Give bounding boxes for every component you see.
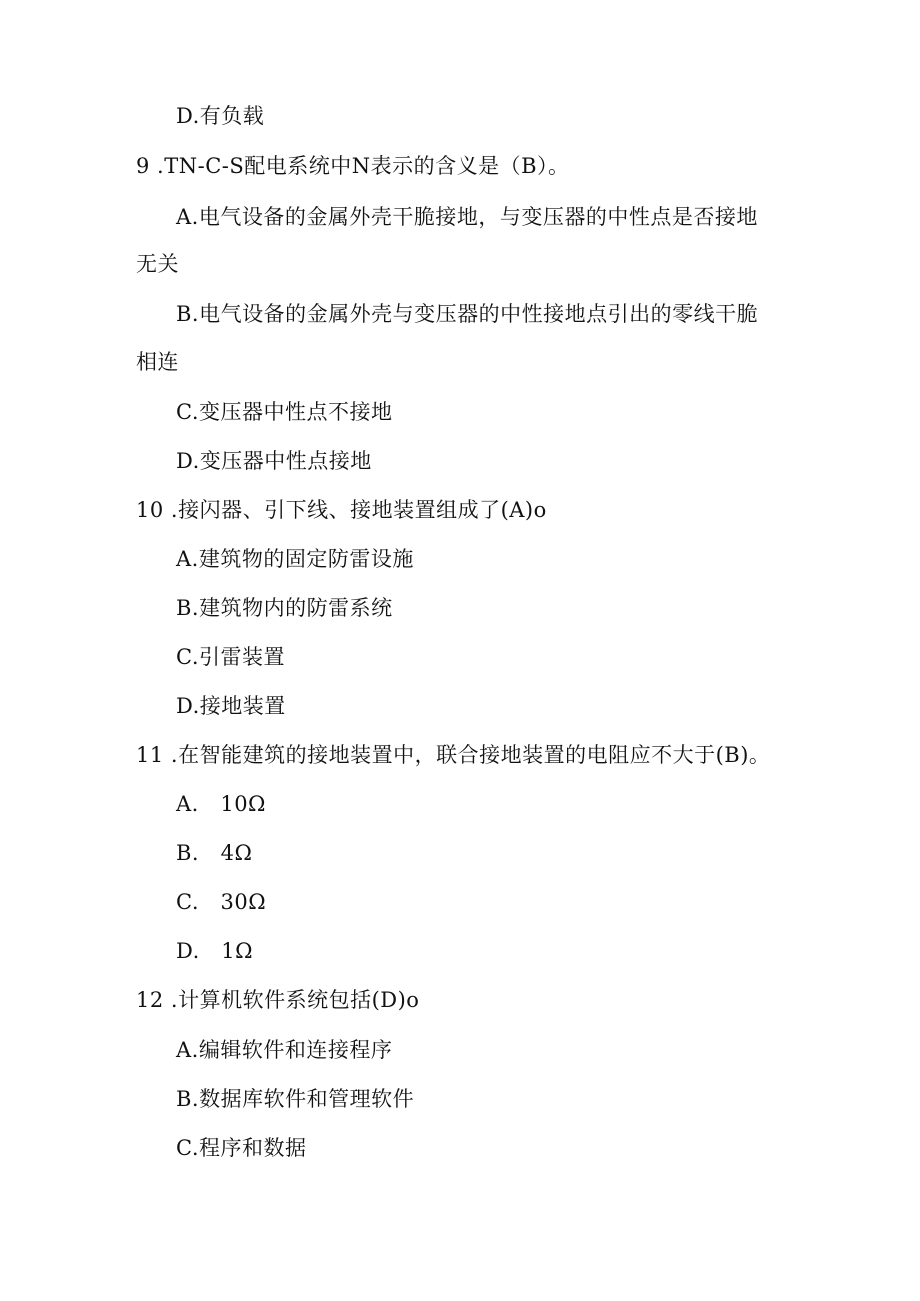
q10-option-c: C.引雷装置 xyxy=(176,645,285,669)
q11-option-a: A. 10Ω xyxy=(176,792,266,816)
q11-option-d: D. 1Ω xyxy=(176,939,254,963)
q11-option-b: B. 4Ω xyxy=(176,841,253,865)
q9-option-c: C.变压器中性点不接地 xyxy=(176,400,393,424)
q12-option-c: C.程序和数据 xyxy=(176,1136,307,1160)
q12-option-a: A.编辑软件和连接程序 xyxy=(176,1038,393,1062)
question-9: 9 .TN-C-S配电系统中N表示的含义是（B）。 xyxy=(136,154,570,178)
q12-option-b: B.数据库软件和管理软件 xyxy=(176,1087,415,1111)
q10-option-a: A.建筑物的固定防雷设施 xyxy=(176,547,414,571)
q10-option-b: B.建筑物内的防雷系统 xyxy=(176,596,393,620)
q8-option-d: D.有负载 xyxy=(176,104,265,128)
question-12: 12 .计算机软件系统包括(D)o xyxy=(136,988,420,1012)
question-11: 11 .在智能建筑的接地装置中，联合接地装置的电阻应不大于(B)。 xyxy=(136,743,771,767)
q9-option-b-cont: 相连 xyxy=(136,350,179,374)
q10-option-d: D.接地装置 xyxy=(176,694,286,718)
q11-option-c: C. 30Ω xyxy=(176,890,267,914)
q9-option-d: D.变压器中性点接地 xyxy=(176,449,372,473)
q9-option-a: A.电气设备的金属外壳干脆接地，与变压器的中性点是否接地 xyxy=(176,205,758,229)
question-10: 10 .接闪器、引下线、接地装置组成了(A)o xyxy=(136,498,547,522)
q9-option-b: B.电气设备的金属外壳与变压器的中性接地点引出的零线干脆 xyxy=(176,302,759,326)
q9-option-a-cont: 无关 xyxy=(136,252,179,276)
